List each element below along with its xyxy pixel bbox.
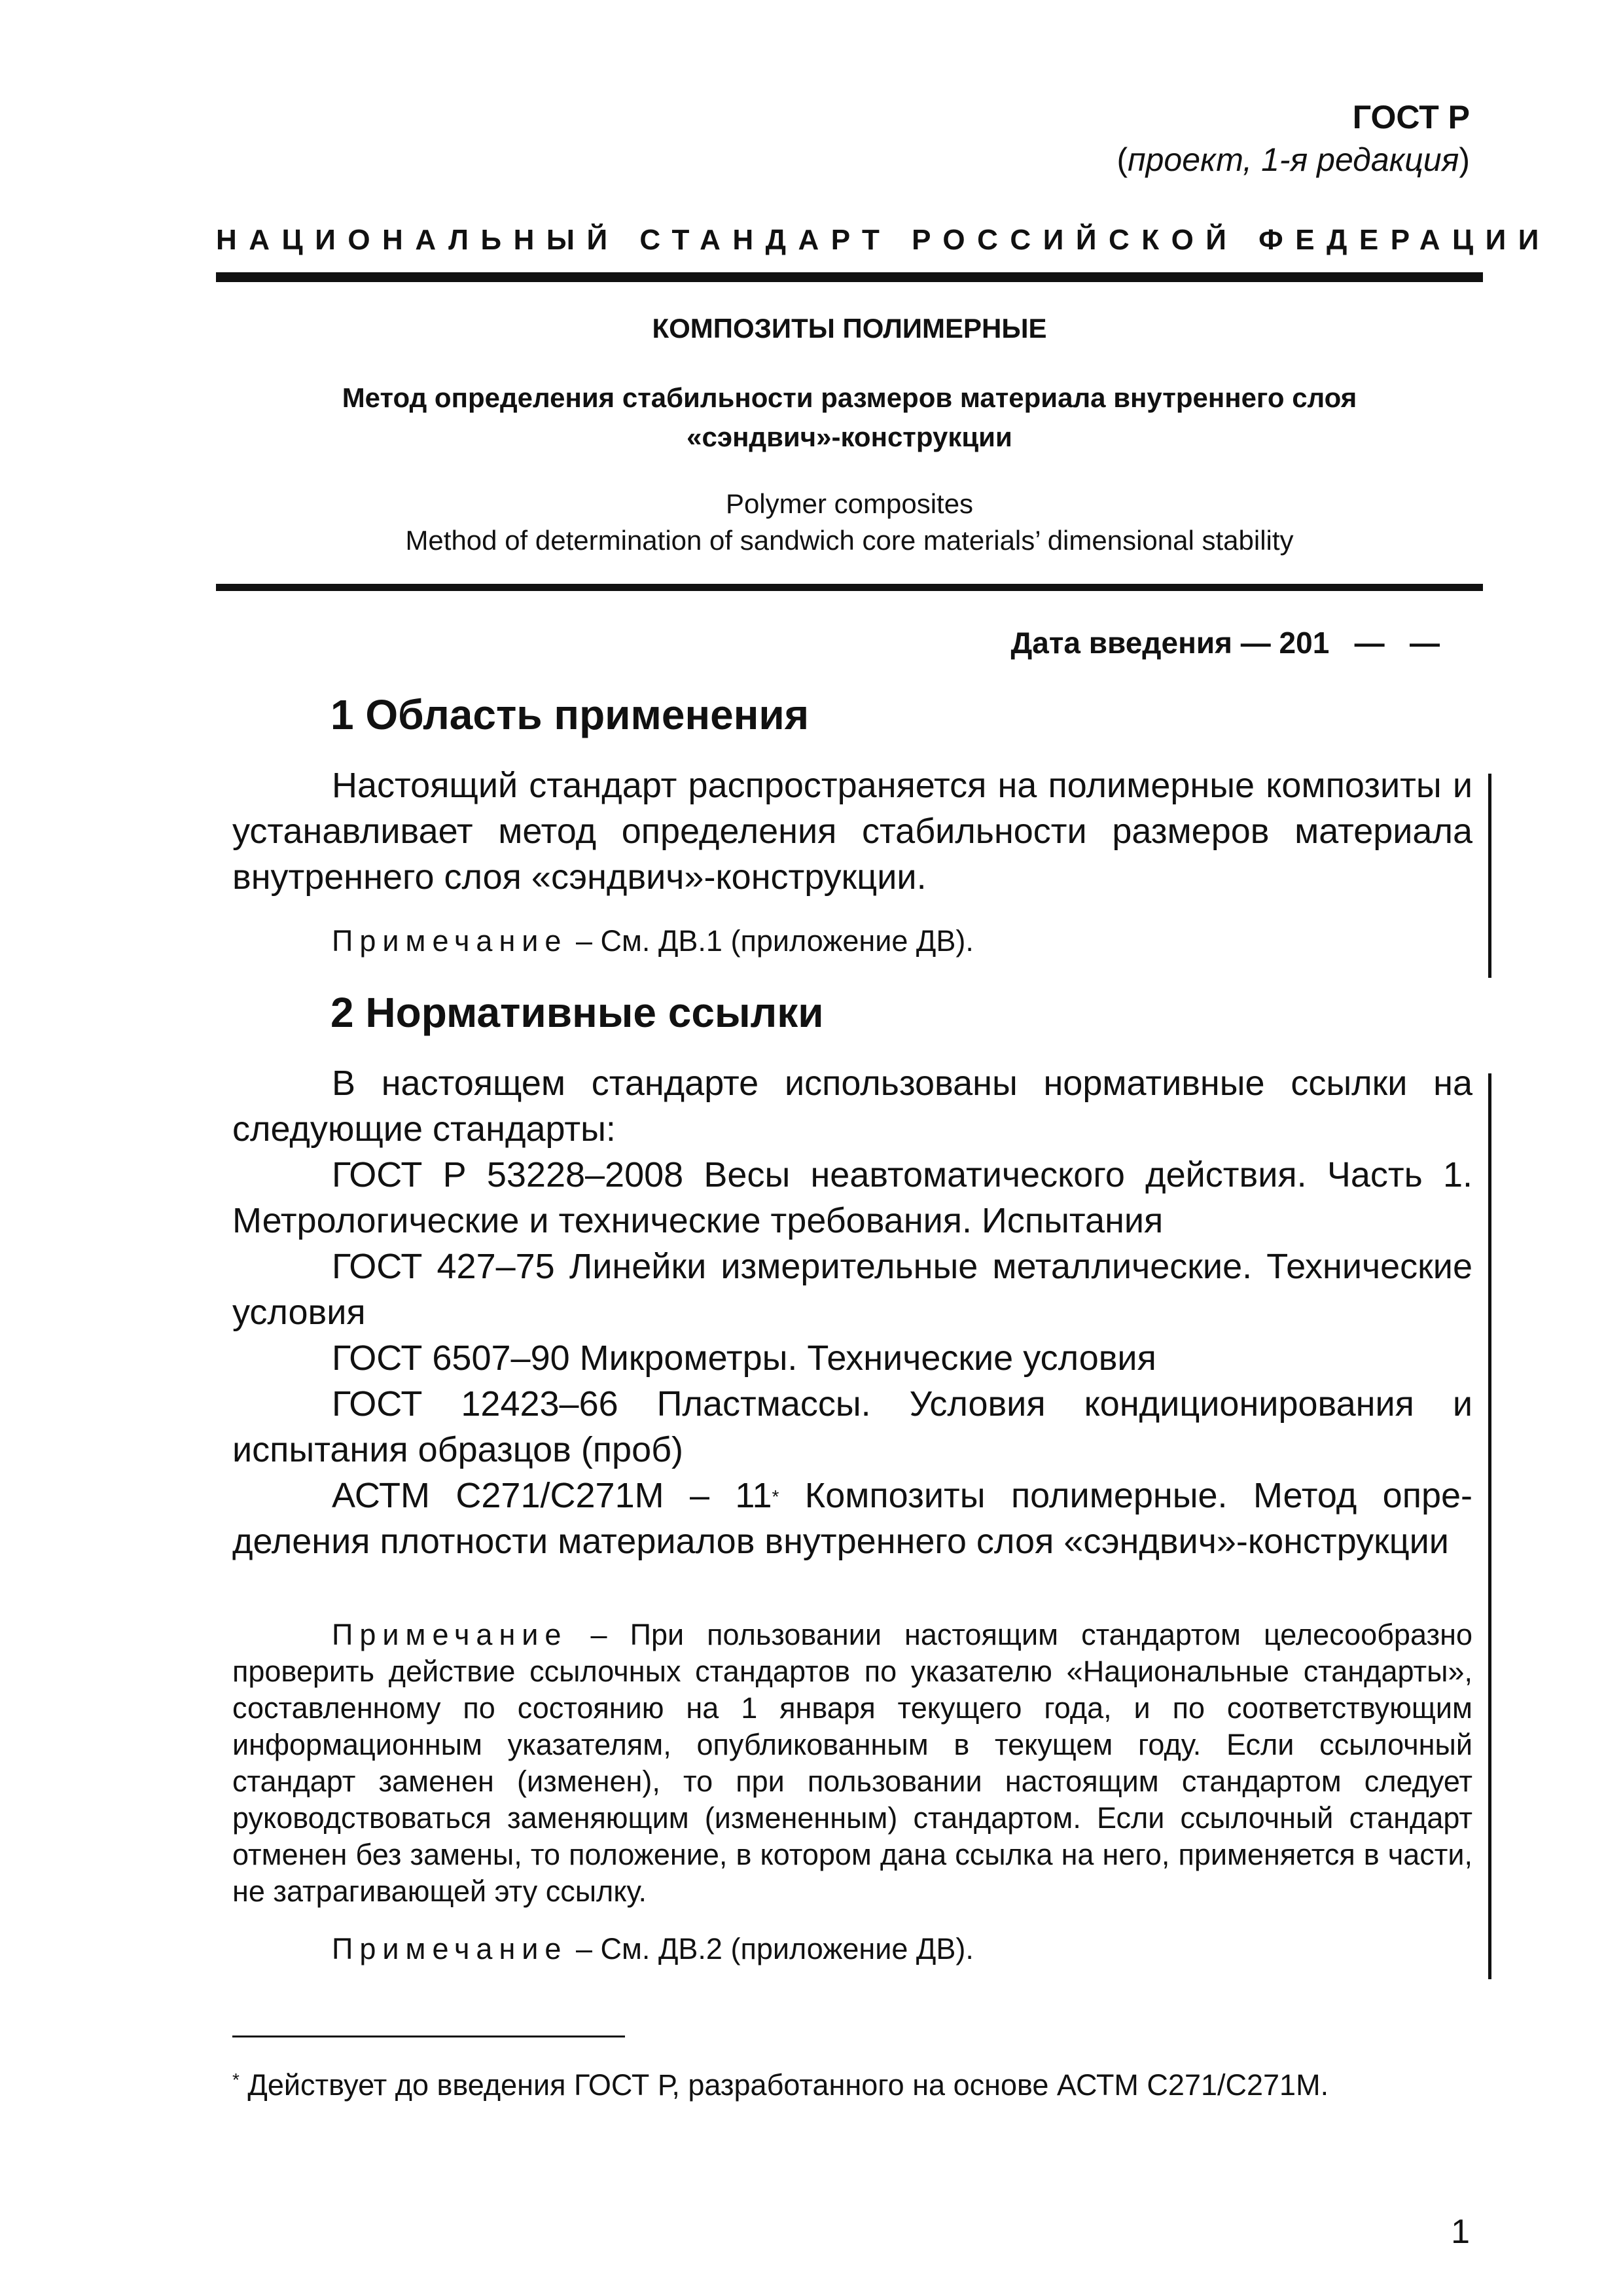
footnote-divider bbox=[232, 2036, 625, 2037]
astm-ref-code: АСТМ С271/С271М – 11 bbox=[332, 1476, 772, 1515]
footnote-text: Действует до введения ГОСТ Р, разработанного на основе АСТМ С271/С271М. bbox=[239, 2068, 1329, 2102]
document-code: ГОСТ Р bbox=[1352, 99, 1470, 135]
references-intro: В настоящем стандарте использованы нормативные ссылки на следующие стандарты: bbox=[232, 1064, 1472, 1149]
note-label: Примечание bbox=[332, 924, 568, 958]
scope-paragraph: Настоящий стандарт распространяется на полимерные композиты и устанавливает метод определения стабильности размеров материала внутреннего слоя «сэндвич»-конструкции. bbox=[232, 766, 1472, 897]
section-2-body bbox=[232, 1060, 1472, 1564]
section-2-heading: 2 Нормативные ссылки bbox=[330, 989, 824, 1036]
reference-item: ГОСТ Р 53228–2008 Весы неавтоматического действия. Часть 1. Метрологические и технические требования. Испытания bbox=[232, 1155, 1472, 1240]
footnote-mark: * bbox=[232, 2070, 240, 2090]
astm-ref-title: Композиты полимерные. Метод определения плотности материалов внутреннего слоя «сэндвич»-конструкции bbox=[232, 1476, 1472, 1561]
russian-subtitle bbox=[216, 378, 1483, 457]
note-label: Примечание bbox=[332, 1932, 568, 1965]
draft-note bbox=[1116, 141, 1470, 179]
russian-subtitle-line-1: Метод определения стабильности размеров материала внутреннего слоя bbox=[342, 382, 1357, 413]
note-label: Примечание bbox=[332, 1618, 568, 1651]
section-1-note bbox=[232, 923, 1472, 960]
note-text: – См. ДВ.1 (приложение ДВ). bbox=[567, 924, 974, 958]
english-title bbox=[216, 486, 1483, 559]
footnote bbox=[232, 2068, 1329, 2102]
section-1-heading: 1 Область применения bbox=[330, 691, 810, 738]
section-2-note-1 bbox=[232, 1617, 1472, 1910]
note-text: – См. ДВ.2 (приложение ДВ). bbox=[567, 1932, 974, 1965]
draft-close-paren: ) bbox=[1459, 141, 1470, 178]
change-bar bbox=[1488, 1073, 1491, 1979]
top-divider bbox=[216, 272, 1483, 282]
page-number: 1 bbox=[1451, 2213, 1470, 2251]
note-text: – При пользовании настоящим стандартом целесообразно проверить действие ссылочных стандартов по указателю «Национальные стандарты», составленному по состоянию на 1 января текущего года, и по соответствующим информационным указателям, опубликованным в текущем году. Если ссылочный стандарт заменен (изменен), то при пользовании настоящим стандартом следует руководствоваться заменяющим (измененным) стандартом. Если ссылочный стандарт отменен без замены, то положение, в котором дана ссылка на него, применяется в части, не затрагивающей эту ссылку. bbox=[232, 1618, 1472, 1908]
draft-note-text: проект, 1-я редакция bbox=[1128, 141, 1459, 178]
reference-item: ГОСТ 427–75 Линейки измерительные металлические. Технические условия bbox=[232, 1247, 1472, 1332]
draft-open-paren: ( bbox=[1116, 141, 1128, 178]
russian-subtitle-line-2: «сэндвич»-конструкции bbox=[687, 422, 1012, 452]
section-2-note-2 bbox=[232, 1931, 1472, 1967]
change-bar bbox=[1488, 774, 1491, 978]
reference-item: ГОСТ 12423–66 Пластмассы. Условия кондиционирования и испытания образцов (проб) bbox=[232, 1384, 1472, 1469]
national-standard-title: НАЦИОНАЛЬНЫЙ СТАНДАРТ РОССИЙСКОЙ ФЕДЕРАЦИИ bbox=[216, 224, 1551, 256]
reference-item-astm bbox=[232, 1473, 1472, 1564]
section-1-paragraph bbox=[232, 762, 1472, 900]
russian-title: КОМПОЗИТЫ ПОЛИМЕРНЫЕ bbox=[652, 313, 1047, 344]
footnote-marker: * bbox=[772, 1486, 779, 1507]
title-divider bbox=[216, 584, 1483, 591]
reference-item: ГОСТ 6507–90 Микрометры. Технические условия bbox=[332, 1338, 1156, 1378]
english-title-sub: Method of determination of sandwich core materials’ dimensional stability bbox=[405, 525, 1294, 556]
english-title-main: Polymer composites bbox=[725, 488, 974, 519]
introduction-date: Дата введения — 201 — — bbox=[1010, 626, 1440, 660]
